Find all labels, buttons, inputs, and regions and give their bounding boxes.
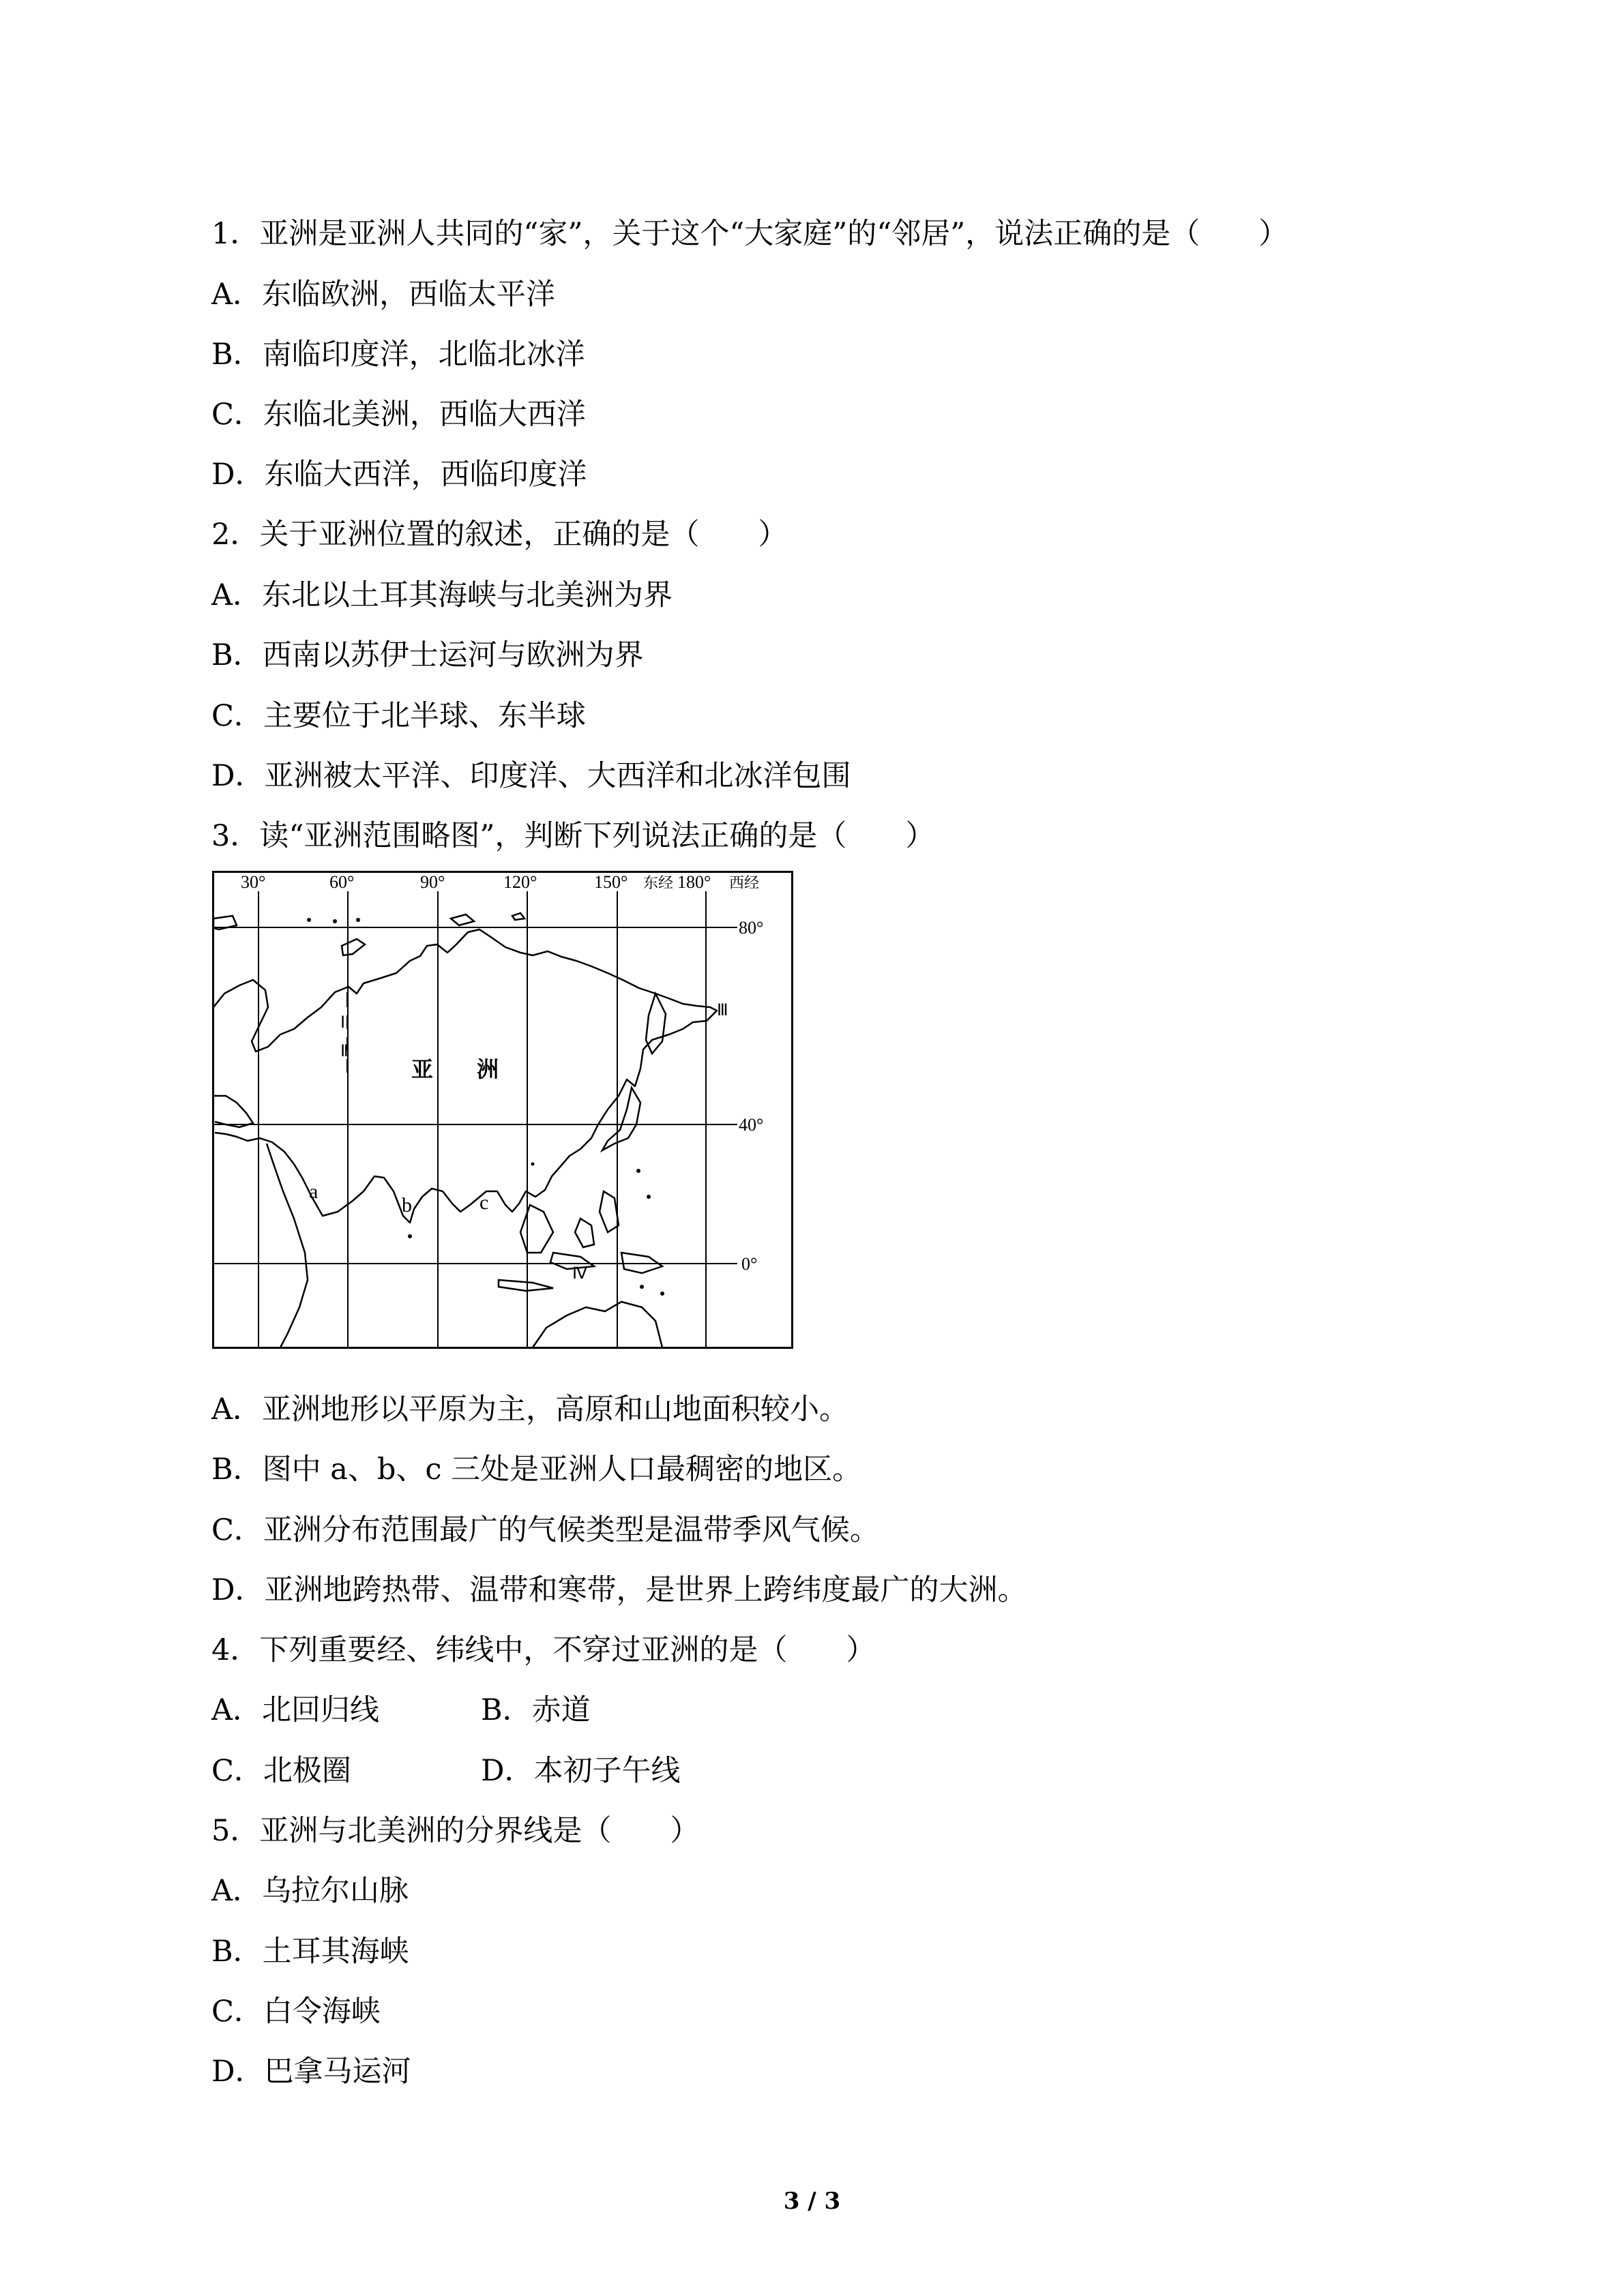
lat-label-40: 40°	[739, 1115, 764, 1135]
roman-label-3: Ⅲ	[717, 1002, 728, 1019]
lon-label-30: 30°	[241, 872, 266, 892]
q3-option-c: C．亚洲分布范围最广的气候类型是温带季风气候。	[211, 1513, 879, 1547]
q3-option-a: A．亚洲地形以平原为主，高原和山地面积较小。	[211, 1392, 849, 1427]
lon-label-60: 60°	[329, 872, 355, 892]
q5-option-b: B．土耳其海峡	[211, 1935, 409, 1969]
lat-label-0: 0°	[741, 1254, 758, 1274]
q2-option-a: A．东北以土耳其海峡与北美洲为界	[211, 578, 673, 612]
region-label-a: a	[309, 1180, 319, 1203]
q5-option-d: D．巴拿马运河	[211, 2055, 411, 2089]
lon-label-90: 90°	[420, 872, 445, 892]
africa-coastline	[267, 1144, 308, 1347]
q5-stem: 5．亚洲与北美洲的分界线是（ ）	[211, 1814, 700, 1848]
lat-label-80: 80°	[739, 918, 764, 938]
q3-option-b: B．图中 a、b、c 三处是亚洲人口最稠密的地区。	[211, 1452, 862, 1487]
latitude-labels	[739, 918, 763, 1274]
q4-option-b: B．赤道	[481, 1693, 591, 1727]
q2-stem: 2．关于亚洲位置的叙述，正确的是（ ）	[211, 518, 788, 552]
longitude-labels	[241, 872, 759, 892]
q4-option-d: D．本初子午线	[481, 1754, 681, 1788]
lon-label-120: 120°	[503, 872, 537, 892]
q1-option-b: B．南临印度洋，北临北冰洋	[211, 338, 585, 372]
roman-label-4: Ⅳ	[572, 1265, 588, 1283]
asia-range-map	[212, 871, 793, 1349]
continent-label: 亚 洲	[411, 1057, 499, 1082]
kamchatka	[646, 994, 666, 1054]
q1-option-d: D．东临大西洋，西临印度洋	[211, 458, 587, 492]
west-longitude-label: 西经	[729, 874, 760, 891]
q5-option-a: A．乌拉尔山脉	[211, 1874, 409, 1908]
q1-option-c: C．东临北美洲，西临大西洋	[211, 398, 586, 432]
meridian-lines	[259, 891, 706, 1347]
q2-option-b: B．西南以苏伊士运河与欧洲为界	[211, 638, 644, 672]
q2-option-c: C．主要位于北半球、东半球	[211, 699, 586, 733]
region-label-c: c	[479, 1191, 489, 1214]
page-number: 3 / 3	[783, 2188, 841, 2215]
q1-stem: 1．亚洲是亚洲人共同的“家”，关于这个“大家庭”的“邻居”，说法正确的是（ ）	[211, 217, 1288, 251]
q2-option-d: D．亚洲被太平洋、印度洋、大西洋和北冰洋包围	[211, 759, 851, 793]
q1-option-a: A．东临欧洲，西临太平洋	[211, 278, 556, 312]
east-longitude-label: 东经	[643, 874, 674, 891]
q3-stem: 3．读“亚洲范围略图”，判断下列说法正确的是（ ）	[211, 819, 935, 853]
roman-numeral-labels	[340, 1002, 728, 1283]
q3-option-d: D．亚洲地跨热带、温带和寒带，是世界上跨纬度最广的大洲。	[211, 1573, 1027, 1607]
q4-option-a: A．北回归线	[211, 1693, 380, 1727]
europe-coastline	[213, 1096, 253, 1127]
roman-label-2: Ⅱ	[340, 1043, 349, 1060]
region-label-b: b	[402, 1194, 412, 1217]
australia-coastline	[533, 1302, 662, 1347]
q4-option-c: C．北极圈	[211, 1754, 351, 1788]
arctic-islands	[213, 913, 525, 955]
roman-label-1: Ⅰ	[340, 1014, 346, 1032]
q5-option-c: C．白令海峡	[211, 1995, 381, 2029]
japan-islands	[602, 1088, 640, 1150]
lon-label-180: 180°	[677, 872, 711, 892]
q4-stem: 4．下列重要经、纬线中，不穿过亚洲的是（ ）	[211, 1633, 876, 1667]
lon-label-150: 150°	[594, 872, 628, 892]
